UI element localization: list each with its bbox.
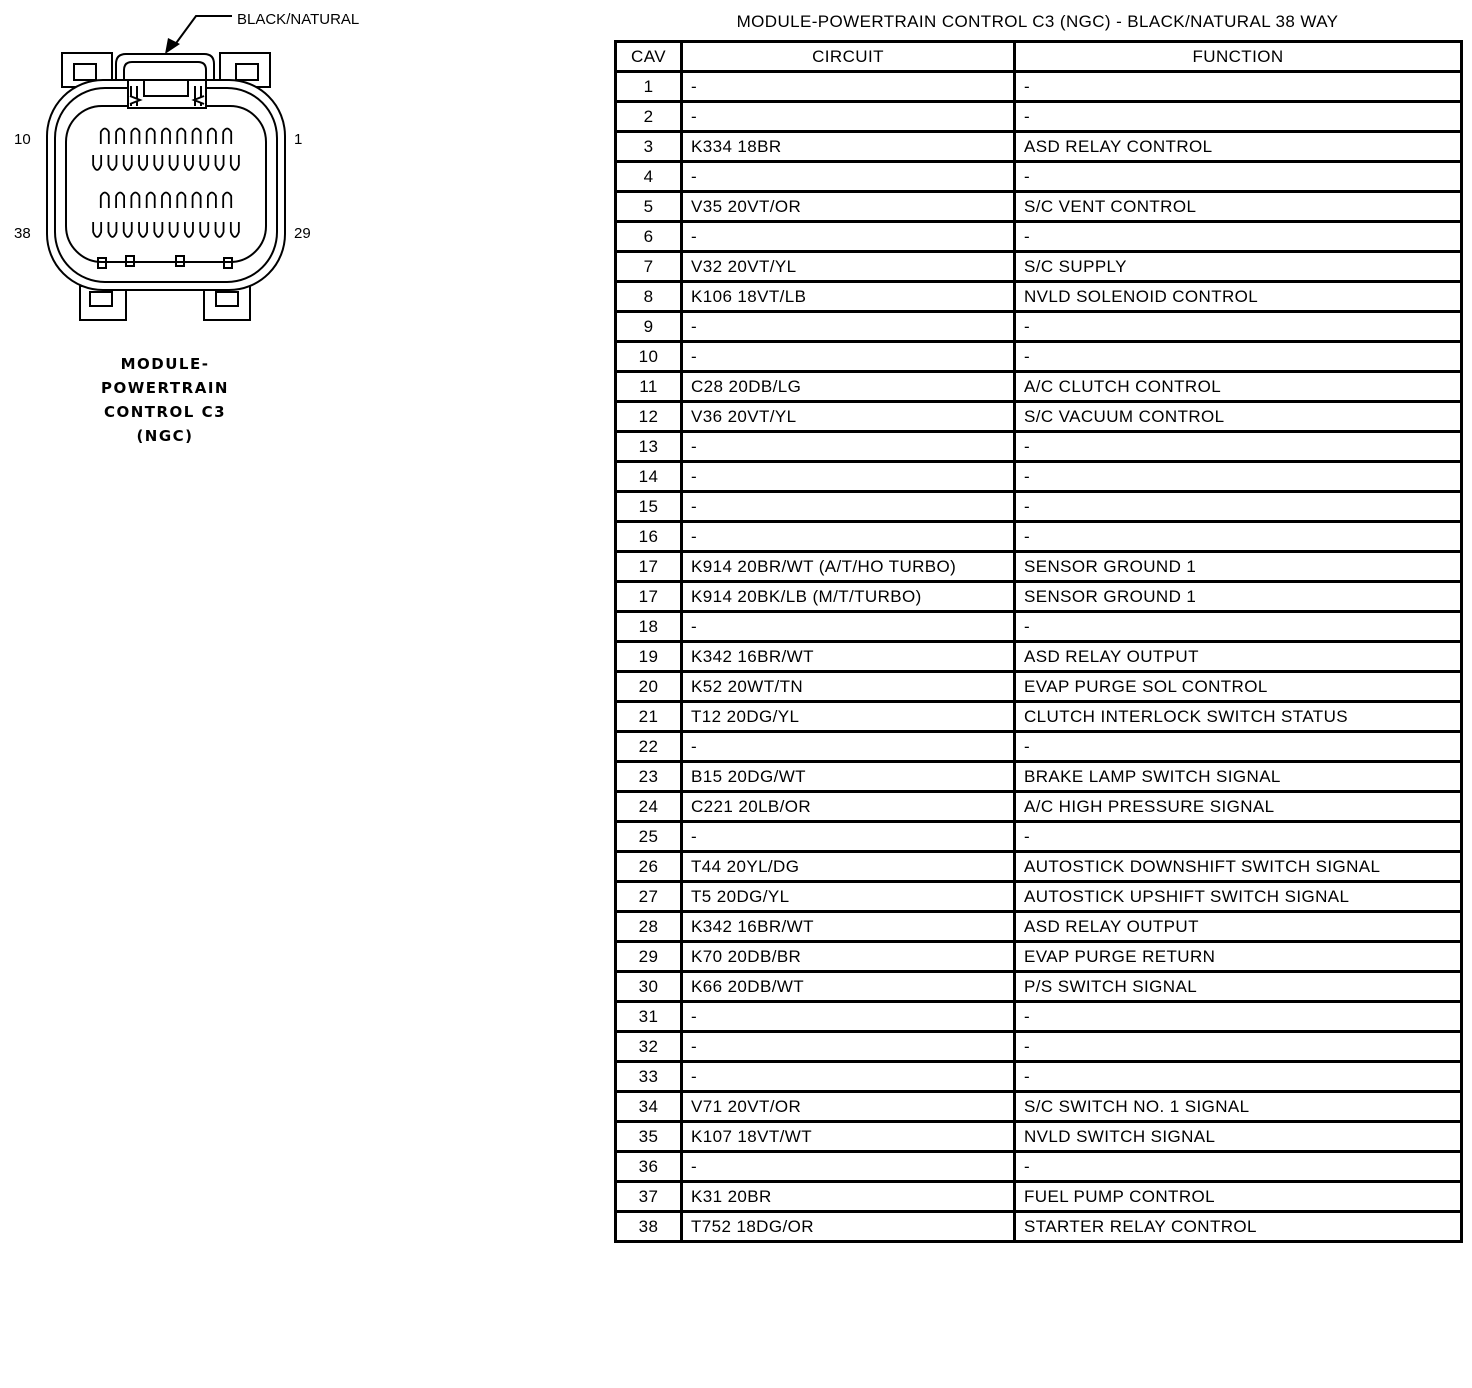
module-caption: MODULE- POWERTRAIN CONTROL C3 (NGC) — [101, 355, 229, 445]
latch-tabs-bottom — [80, 286, 250, 320]
function-cell: - — [1015, 342, 1462, 372]
cav-cell: 29 — [616, 942, 682, 972]
function-cell: CLUTCH INTERLOCK SWITCH STATUS — [1015, 702, 1462, 732]
cav-cell: 31 — [616, 1002, 682, 1032]
table-row — [616, 432, 1462, 462]
table-row — [616, 912, 1462, 942]
callout-leader — [174, 16, 232, 46]
circuit-cell: - — [682, 432, 1015, 462]
function-cell: - — [1015, 102, 1462, 132]
circuit-cell: K66 20DB/WT — [682, 972, 1015, 1002]
function-cell: - — [1015, 462, 1462, 492]
function-cell: S/C SWITCH NO. 1 SIGNAL — [1015, 1092, 1462, 1122]
table-row — [616, 372, 1462, 402]
cav-cell: 5 — [616, 192, 682, 222]
circuit-cell: K31 20BR — [682, 1182, 1015, 1212]
table-row — [616, 1002, 1462, 1032]
header-circuit: CIRCUIT — [682, 42, 1015, 72]
cav-cell: 9 — [616, 312, 682, 342]
cav-cell: 24 — [616, 792, 682, 822]
function-cell: - — [1015, 312, 1462, 342]
cav-cell: 12 — [616, 402, 682, 432]
function-cell: ASD RELAY CONTROL — [1015, 132, 1462, 162]
circuit-cell: T752 18DG/OR — [682, 1212, 1015, 1242]
pinout-body — [616, 72, 1462, 1242]
function-cell: EVAP PURGE SOL CONTROL — [1015, 672, 1462, 702]
circuit-cell: - — [682, 822, 1015, 852]
cav-cell: 6 — [616, 222, 682, 252]
function-cell: STARTER RELAY CONTROL — [1015, 1212, 1462, 1242]
cav-cell: 21 — [616, 702, 682, 732]
function-cell: - — [1015, 1002, 1462, 1032]
table-row — [616, 762, 1462, 792]
table-title: MODULE-POWERTRAIN CONTROL C3 (NGC) - BLACK/NATURAL 38 WAY — [736, 12, 1339, 31]
cav-cell: 10 — [616, 342, 682, 372]
function-cell: ASD RELAY OUTPUT — [1015, 642, 1462, 672]
circuit-cell: C221 20LB/OR — [682, 792, 1015, 822]
connector-drawing — [0, 0, 400, 340]
cav-cell: 14 — [616, 462, 682, 492]
color-callout-label: BLACK/NATURAL — [237, 11, 360, 28]
circuit-cell: K342 16BR/WT — [682, 642, 1015, 672]
function-cell: - — [1015, 822, 1462, 852]
cav-cell: 25 — [616, 822, 682, 852]
table-row — [616, 972, 1462, 1002]
table-row — [616, 942, 1462, 972]
function-cell: - — [1015, 1152, 1462, 1182]
table-row — [616, 1062, 1462, 1092]
cav-cell: 17 — [616, 582, 682, 612]
table-row — [616, 222, 1462, 252]
lock-mechanism — [128, 80, 206, 108]
table-row — [616, 402, 1462, 432]
circuit-cell: T5 20DG/YL — [682, 882, 1015, 912]
cav-cell: 32 — [616, 1032, 682, 1062]
function-cell: - — [1015, 72, 1462, 102]
circuit-cell: K914 20BR/WT (A/T/HO TURBO) — [682, 552, 1015, 582]
circuit-cell: K106 18VT/LB — [682, 282, 1015, 312]
table-row — [616, 582, 1462, 612]
function-cell: SENSOR GROUND 1 — [1015, 552, 1462, 582]
table-row — [616, 312, 1462, 342]
function-cell: S/C SUPPLY — [1015, 252, 1462, 282]
circuit-cell: - — [682, 522, 1015, 552]
circuit-cell: - — [682, 342, 1015, 372]
cav-cell: 16 — [616, 522, 682, 552]
circuit-cell: K914 20BK/LB (M/T/TURBO) — [682, 582, 1015, 612]
cav-cell: 11 — [616, 372, 682, 402]
circuit-cell: - — [682, 1032, 1015, 1062]
function-cell: - — [1015, 522, 1462, 552]
header-function: FUNCTION — [1015, 42, 1462, 72]
pinout-table — [614, 40, 1463, 1243]
cav-cell: 23 — [616, 762, 682, 792]
table-row — [616, 1032, 1462, 1062]
cav-cell: 19 — [616, 642, 682, 672]
cav-cell: 27 — [616, 882, 682, 912]
cav-cell: 30 — [616, 972, 682, 1002]
function-cell: S/C VENT CONTROL — [1015, 192, 1462, 222]
function-cell: AUTOSTICK UPSHIFT SWITCH SIGNAL — [1015, 882, 1462, 912]
function-cell: - — [1015, 732, 1462, 762]
circuit-cell: K342 16BR/WT — [682, 912, 1015, 942]
circuit-cell: K52 20WT/TN — [682, 672, 1015, 702]
table-row — [616, 522, 1462, 552]
cav-cell: 33 — [616, 1062, 682, 1092]
pin-number-top-left: 10 — [14, 131, 31, 148]
table-row — [616, 732, 1462, 762]
table-row — [616, 852, 1462, 882]
function-cell: - — [1015, 1032, 1462, 1062]
table-row — [616, 882, 1462, 912]
table-row — [616, 612, 1462, 642]
table-row — [616, 102, 1462, 132]
cav-cell: 17 — [616, 552, 682, 582]
cav-cell: 35 — [616, 1122, 682, 1152]
function-cell: SENSOR GROUND 1 — [1015, 582, 1462, 612]
circuit-cell: - — [682, 612, 1015, 642]
table-row — [616, 252, 1462, 282]
function-cell: A/C CLUTCH CONTROL — [1015, 372, 1462, 402]
circuit-cell: - — [682, 72, 1015, 102]
function-cell: - — [1015, 612, 1462, 642]
table-row — [616, 792, 1462, 822]
circuit-cell: - — [682, 1152, 1015, 1182]
circuit-cell: - — [682, 462, 1015, 492]
circuit-cell: V36 20VT/YL — [682, 402, 1015, 432]
table-row — [616, 132, 1462, 162]
function-cell: - — [1015, 162, 1462, 192]
circuit-cell: K70 20DB/BR — [682, 942, 1015, 972]
function-cell: - — [1015, 1062, 1462, 1092]
connector-figure — [0, 0, 400, 470]
cav-cell: 26 — [616, 852, 682, 882]
table-row — [616, 342, 1462, 372]
circuit-cell: - — [682, 162, 1015, 192]
circuit-cell: K334 18BR — [682, 132, 1015, 162]
pin-number-bottom-right: 29 — [294, 225, 311, 242]
circuit-cell: - — [682, 102, 1015, 132]
circuit-cell: K107 18VT/WT — [682, 1122, 1015, 1152]
table-row — [616, 462, 1462, 492]
cav-cell: 18 — [616, 612, 682, 642]
circuit-cell: T12 20DG/YL — [682, 702, 1015, 732]
cav-cell: 7 — [616, 252, 682, 282]
table-row — [616, 1212, 1462, 1242]
table-row — [616, 822, 1462, 852]
function-cell: ASD RELAY OUTPUT — [1015, 912, 1462, 942]
cav-cell: 2 — [616, 102, 682, 132]
circuit-cell: V71 20VT/OR — [682, 1092, 1015, 1122]
table-row — [616, 702, 1462, 732]
table-row — [616, 162, 1462, 192]
circuit-cell: V35 20VT/OR — [682, 192, 1015, 222]
circuit-cell: - — [682, 492, 1015, 522]
cav-cell: 3 — [616, 132, 682, 162]
cav-cell: 8 — [616, 282, 682, 312]
circuit-cell: - — [682, 312, 1015, 342]
cav-cell: 28 — [616, 912, 682, 942]
function-cell: - — [1015, 432, 1462, 462]
cav-cell: 13 — [616, 432, 682, 462]
cav-cell: 15 — [616, 492, 682, 522]
cav-cell: 4 — [616, 162, 682, 192]
circuit-cell: - — [682, 1002, 1015, 1032]
cav-cell: 20 — [616, 672, 682, 702]
circuit-cell: - — [682, 222, 1015, 252]
table-row — [616, 642, 1462, 672]
table-row — [616, 1152, 1462, 1182]
function-cell: S/C VACUUM CONTROL — [1015, 402, 1462, 432]
table-row — [616, 492, 1462, 522]
cav-cell: 1 — [616, 72, 682, 102]
cav-cell: 38 — [616, 1212, 682, 1242]
cav-cell: 36 — [616, 1152, 682, 1182]
circuit-cell: - — [682, 732, 1015, 762]
table-row — [616, 192, 1462, 222]
function-cell: NVLD SWITCH SIGNAL — [1015, 1122, 1462, 1152]
pin-number-bottom-left: 38 — [14, 225, 31, 242]
function-cell: FUEL PUMP CONTROL — [1015, 1182, 1462, 1212]
cav-cell: 37 — [616, 1182, 682, 1212]
circuit-cell: C28 20DB/LG — [682, 372, 1015, 402]
table-row — [616, 1122, 1462, 1152]
function-cell: NVLD SOLENOID CONTROL — [1015, 282, 1462, 312]
table-row — [616, 552, 1462, 582]
cav-cell: 22 — [616, 732, 682, 762]
function-cell: - — [1015, 222, 1462, 252]
table-row — [616, 672, 1462, 702]
table-row — [616, 282, 1462, 312]
cav-cell: 34 — [616, 1092, 682, 1122]
circuit-cell: B15 20DG/WT — [682, 762, 1015, 792]
circuit-cell: - — [682, 1062, 1015, 1092]
circuit-cell: T44 20YL/DG — [682, 852, 1015, 882]
function-cell: P/S SWITCH SIGNAL — [1015, 972, 1462, 1002]
function-cell: EVAP PURGE RETURN — [1015, 942, 1462, 972]
function-cell: AUTOSTICK DOWNSHIFT SWITCH SIGNAL — [1015, 852, 1462, 882]
header-cav: CAV — [616, 42, 682, 72]
header-row — [616, 42, 1462, 72]
table-row — [616, 1182, 1462, 1212]
pin-number-top-right: 1 — [294, 131, 303, 148]
function-cell: BRAKE LAMP SWITCH SIGNAL — [1015, 762, 1462, 792]
table-row — [616, 1092, 1462, 1122]
table-row — [616, 72, 1462, 102]
function-cell: A/C HIGH PRESSURE SIGNAL — [1015, 792, 1462, 822]
circuit-cell: V32 20VT/YL — [682, 252, 1015, 282]
function-cell: - — [1015, 492, 1462, 522]
